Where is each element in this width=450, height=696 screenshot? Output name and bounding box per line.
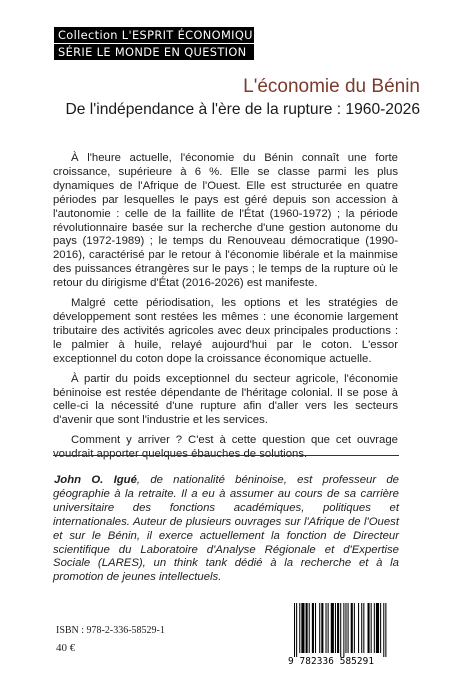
summary-paragraph: Comment y arriver ? C'est à cette question que cet ouvrage voudrait apporter quelques ébauches de solutions. [53,434,398,461]
barcode [288,601,402,669]
isbn-label: ISBN : 978-2-336-58529-1 [56,625,165,636]
book-subtitle: De l'indépendance à l'ère de la rupture : 1960-2026 [65,101,420,118]
summary-paragraph: Malgré cette périodisation, les options et les stratégies de développement sont restées les mêmes : une économie largement tributaire des activités agricoles avec deux principales productions : le palmier à huile, relayé aujourd'hui par le coton. L'essor exceptionnel du coton dope la croissance économique actuelle. [53,297,398,365]
author-name: John O. Igué [54,474,137,486]
barcode-digits: 9 782336 585291 [288,656,375,667]
summary-paragraph: À l'heure actuelle, l'économie du Bénin connaît une forte croissance, supérieure à 6 %. Elle se classe parmi les plus dynamiques de l'Afrique de l'Ouest. Elle est structurée en quatre périodes par lesquelles le pays est géré depuis son accession à l'autonomie : celle de la faillite de l'État (1960-1972) ; la période révolutionnaire basée sur la recherche d'une gestion autonome du pays (1972-1989) ; le temps du Renouveau démocratique (1990-2016), caractérisé par le retour à l'économie libérale et la mainmise des puissances étrangères sur le pays ; le temps de la rupture où le retour du dirigisme d'État (2016-2026) est manifeste. [53,152,398,290]
back-cover-summary [53,152,398,462]
collection-name-band [54,27,261,43]
collection-name: Collection L'ESPRIT ÉCONOMIQUE [58,28,261,42]
author-biography [53,474,399,585]
book-title: L'économie du Bénin [243,76,420,97]
author-bio-text: , de nationalité béninoise, est professeur de géographie à la retraite. Il a eu à assumer au cours de sa carrière universitaire des fonctions académiques, politiques et internationales. Auteur de plusieurs ouvrages sur l'Afrique de l'Ouest et sur le Bénin, il exerce actuellement la fonction de Directeur scientifique du Laboratoire d'Analyse Régionale et d'Expertise Sociale (LARES), un think tank dédié à la recherche et à la promotion de jeunes intellectuels. [53,474,399,584]
series-name-band [54,43,254,60]
summary-paragraph: À partir du poids exceptionnel du secteur agricole, l'économie béninoise est restée dépendante de l'héritage colonial. Il se pose à celle-ci la nécessité d'une rupture afin d'aller vers les secteurs d'avenir que sont l'industrie et les services. [53,372,398,427]
price-label: 40 € [56,642,76,654]
barcode-bars [288,601,402,657]
section-divider [53,455,399,456]
series-name: SÉRIE LE MONDE EN QUESTION [58,45,247,59]
